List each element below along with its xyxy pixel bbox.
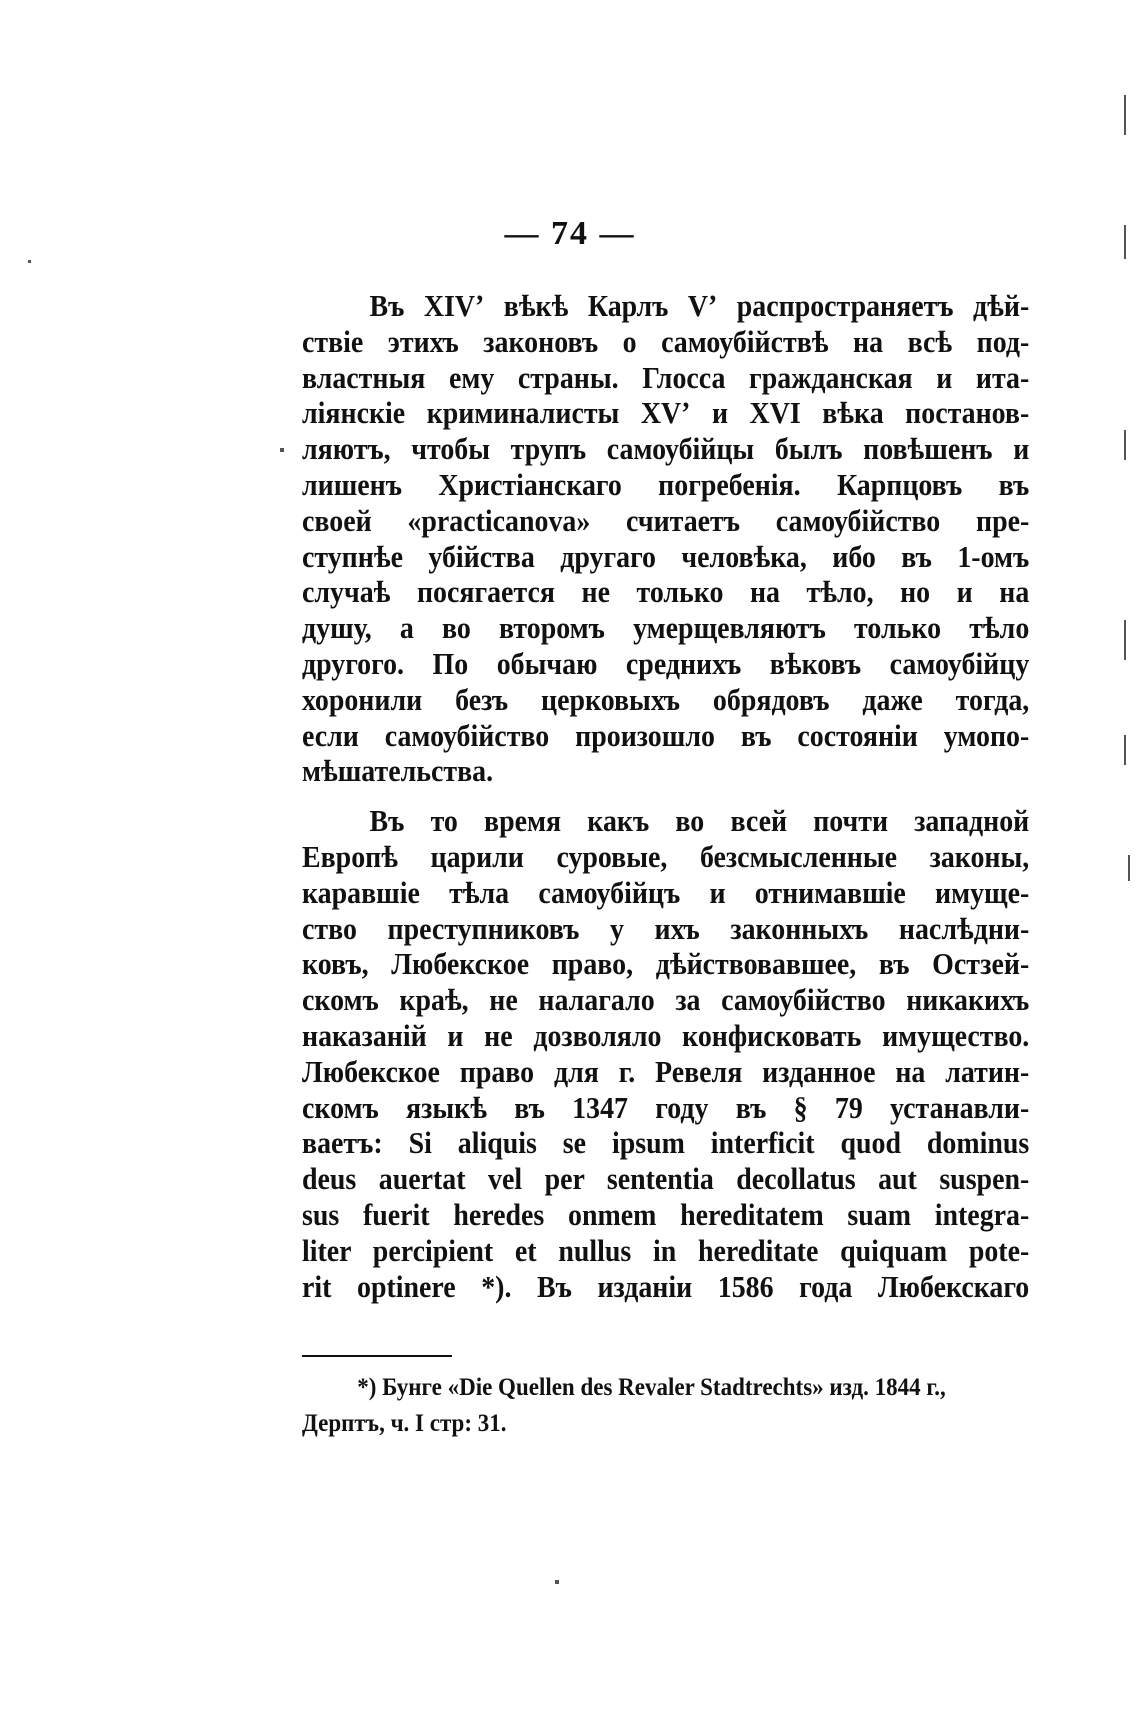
text-line: Въ XIVʼ вѣкѣ Карлъ Vʼ распространяетъ дѣй- (369, 288, 1030, 323)
scan-speck (1128, 855, 1130, 881)
text-line: ковъ, Любекское право, дѣйствовавшее, въ Остзей- (302, 946, 1030, 982)
text-line: хоронили безъ церковыхъ обрядовъ даже тогда, (302, 681, 1030, 717)
text-line: sus fuerit heredes onmem hereditatem suam integra- (302, 1196, 1030, 1232)
text-line: ство преступниковъ у ихъ законныхъ наслѣдни- (302, 910, 1030, 946)
text-line: душу, а во второмъ умерщевляютъ только тѣло (302, 610, 1030, 646)
footnote (302, 1370, 1030, 1442)
text-line: лишенъ Христіанскаго погребенія. Карпцовъ въ (302, 466, 1030, 502)
text-line: случаѣ посягается не только на тѣло, но и на (302, 574, 1030, 610)
text-line: Европѣ царили суровые, безсмысленные законы, (302, 838, 1030, 874)
footnote-divider (302, 1355, 452, 1357)
footnote-line: *) Бунге «Die Quellen des Revaler Stadtrechts» изд. 1844 г., (357, 1374, 946, 1401)
scan-speck (555, 1580, 559, 1584)
page-number: — 74 — (504, 215, 636, 252)
text-line: ваетъ: Si aliquis se ipsum interficit quod dominus (302, 1125, 1030, 1161)
body-text (302, 288, 1030, 1304)
scan-speck (280, 448, 284, 452)
text-line: liter percipient et nullus in hereditate quiquam pote- (302, 1232, 1030, 1268)
footnote-line: Дерптъ, ч. I стр: 31. (302, 1410, 507, 1437)
text-line: мѣшательства. (302, 753, 494, 789)
text-line: Въ то время какъ во всей почти западной (369, 803, 1030, 839)
scan-speck (1124, 430, 1126, 460)
text-line: каравшіе тѣла самоубійцъ и отнимавшіе имуще- (302, 874, 1030, 910)
text-line: deus auertat vel per sententia decollatus aut suspen- (302, 1161, 1030, 1197)
text-line: ступнѣе убійства другаго человѣка, ибо въ 1-омъ (302, 538, 1030, 574)
paragraph-1 (302, 288, 1030, 789)
text-line: властныя ему страны. Глосса гражданская и ита- (302, 359, 1030, 395)
scan-speck (1124, 620, 1126, 660)
paragraph-gap (302, 789, 1030, 803)
text-line: rit optinere *). Въ изданіи 1586 года Любекскаго (302, 1268, 1030, 1304)
scan-speck (28, 260, 31, 263)
scan-speck (1124, 95, 1126, 135)
scan-speck (1124, 225, 1126, 259)
text-line: своей «practicanova» считаетъ самоубійство пре- (302, 502, 1030, 538)
text-line: ляютъ, чтобы трупъ самоубійцы былъ повѣшенъ и (302, 431, 1030, 467)
text-line: скомъ языкѣ въ 1347 году въ § 79 устанавли- (302, 1089, 1030, 1125)
text-line: ліянскіе криминалисты XVʼ и XVI вѣка постанов- (302, 395, 1030, 431)
text-line: наказаній и не дозволяло конфисковать имущество. (302, 1017, 1030, 1053)
text-line: если самоубійство произошло въ состояніи умопо- (302, 717, 1030, 753)
text-line: Любекское право для г. Ревеля изданное на латин- (302, 1053, 1030, 1089)
text-line: другого. По обычаю среднихъ вѣковъ самоубійцу (302, 645, 1030, 681)
scan-speck (1124, 735, 1126, 765)
text-line: ствіе этихъ законовъ о самоубійствѣ на всѣ под- (302, 323, 1030, 359)
paragraph-2 (302, 803, 1030, 1304)
text-line: скомъ краѣ, не налагало за самоубійство никакихъ (302, 982, 1030, 1018)
